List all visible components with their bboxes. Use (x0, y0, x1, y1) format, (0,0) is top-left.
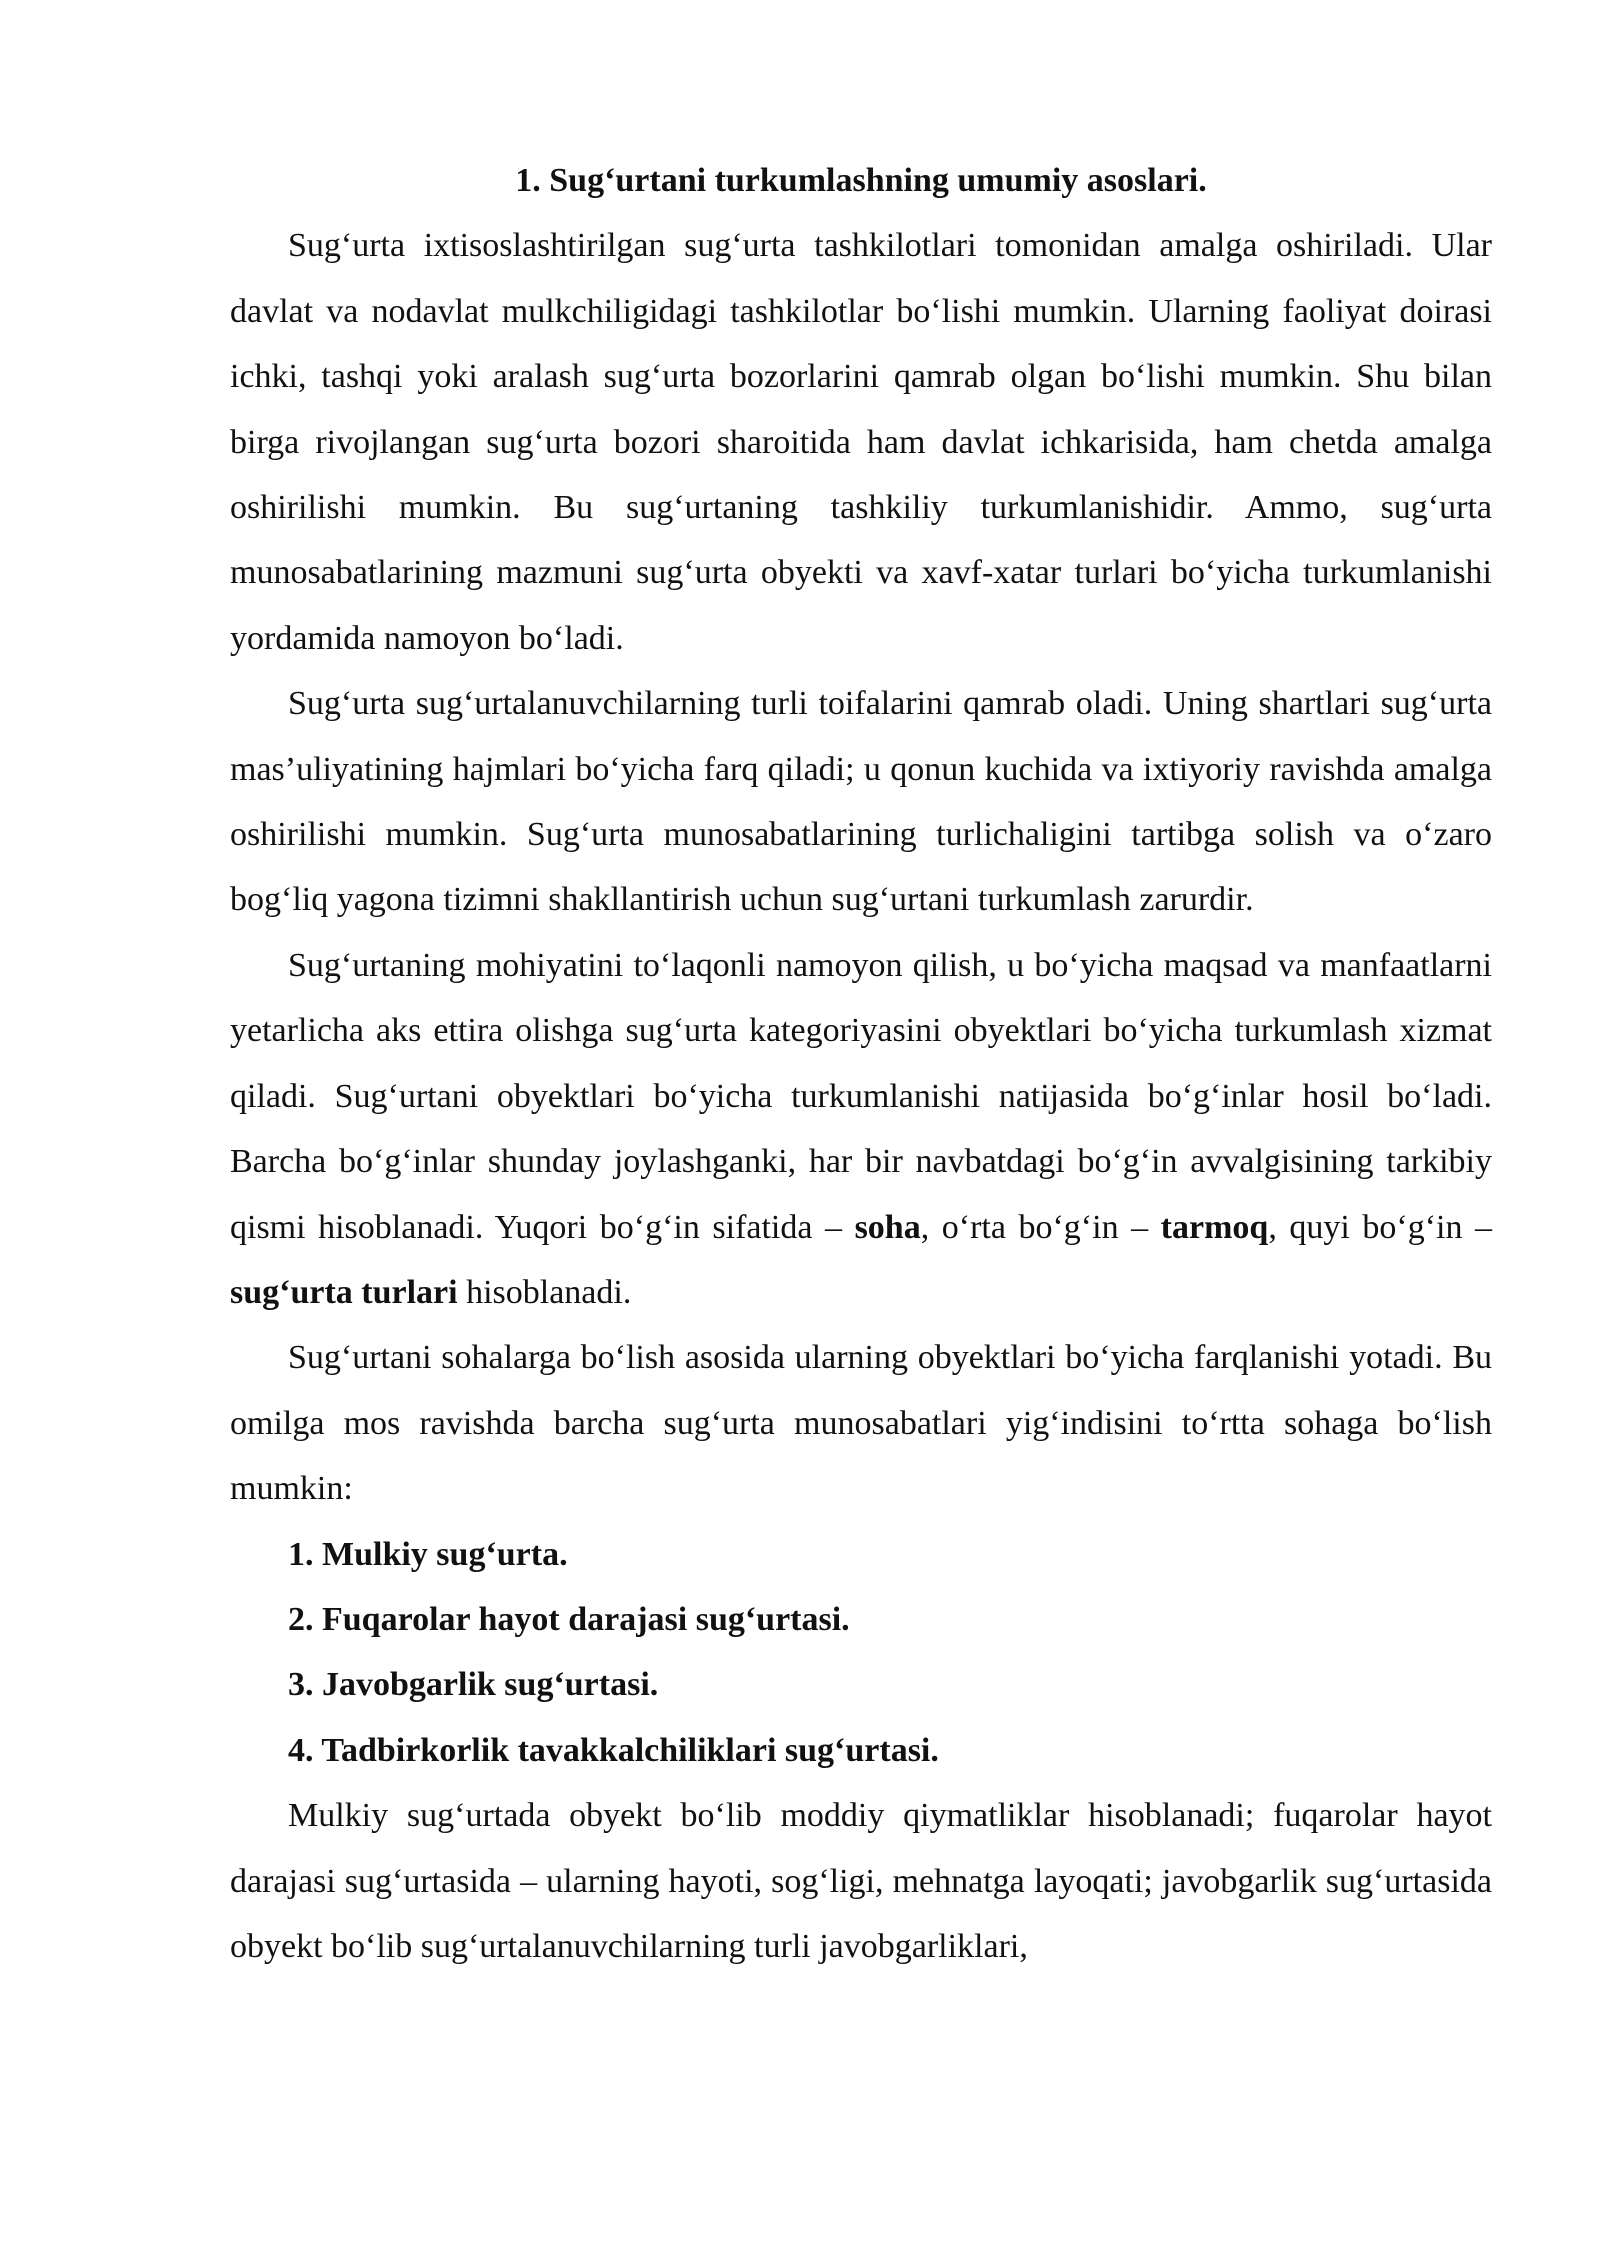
paragraph-5: Mulkiy sug‘urtada obyekt bo‘lib moddiy qiymatliklar hisoblanadi; fuqarolar hayot darajasi sug‘urtasida – ularning hayoti, sog‘ligi, mehnatga layoqati; javobgarlik sug‘urtasida obyekt bo‘lib sug‘urtalanuvchilarning turli javobgarliklari, (230, 1797, 1492, 1965)
list-item: 4. Tadbirkorlik tavakkalchiliklari sug‘urtasi. (288, 1731, 939, 1769)
term-tarmoq: tarmoq (1160, 1208, 1269, 1246)
list-item: 3. Javobgarlik sug‘urtasi. (288, 1666, 659, 1704)
list-item: 1. Mulkiy sug‘urta. (288, 1535, 568, 1573)
paragraph-4: Sug‘urtani sohalarga bo‘lish asosida ularning obyektlari bo‘yicha farqlanishi yotadi. Bu omilga mos ravishda barcha sug‘urta munosabatlari yig‘indisini to‘rtta sohaga bo‘lish mumkin: (230, 1339, 1492, 1508)
term-sugurta-turlari: sug‘urta turlari (230, 1273, 458, 1311)
insurance-spheres-list (230, 1522, 1492, 1784)
term-soha: soha (854, 1208, 921, 1246)
paragraph-3-text-2: , o‘rta bo‘g‘in – (920, 1208, 1161, 1246)
paragraph-3-text-4: hisoblanadi. (457, 1273, 632, 1311)
list-item: 2. Fuqarolar hayot darajasi sug‘urtasi. (288, 1600, 850, 1638)
page-content (230, 148, 1492, 1979)
paragraph-3-text-1: Sug‘urtaning mohiyatini to‘laqonli namoyon qilish, u bo‘yicha maqsad va manfaatlarni yetarlicha aks ettira olishga sug‘urta kategoriyasini obyektlari bo‘yicha turkumlash xizmat qiladi. Sug‘urtani obyektlari bo‘yicha turkumlanishi natijasida bo‘g‘inlar hosil bo‘ladi. Barcha bo‘g‘inlar shunday joylashganki, har bir navbatdagi bo‘g‘in avvalgisining tarkibiy qismi hisoblanadi. Yuqori bo‘g‘in sifatida – (230, 946, 1492, 1246)
paragraph-2: Sug‘urta sug‘urtalanuvchilarning turli toifalarini qamrab oladi. Uning shartlari sug‘urta mas’uliyatining hajmlari bo‘yicha farq qiladi; u qonun kuchida va ixtiyoriy ravishda amalga oshirilishi mumkin. Sug‘urta munosabatlarining turlichaligini tartibga solish va o‘zaro bog‘liq yagona tizimni shakllantirish uchun sug‘urtani turkumlash zarurdir. (230, 685, 1492, 919)
paragraph-3 (230, 933, 1492, 1325)
paragraph-3-text-3: , quyi bo‘g‘in – (1268, 1208, 1493, 1246)
section-title: 1. Sug‘urtani turkumlashning umumiy asoslari. (515, 162, 1207, 199)
paragraph-1: Sug‘urta ixtisoslashtirilgan sug‘urta tashkilotlari tomonidan amalga oshiriladi. Ular davlat va nodavlat mulkchiligidagi tashkilotlar bo‘lishi mumkin. Ularning faoliyat doirasi ichki, tashqi yoki aralash sug‘urta bozorlarini qamrab olgan bo‘lishi mumkin. Shu bilan birga rivojlangan sug‘urta bozori sharoitida ham davlat ichkarisida, ham chetda amalga oshirilishi mumkin. Bu sug‘urtaning tashkiliy turkumlanishidir. Ammo, sug‘urta munosabatlarining mazmuni sug‘urta obyekti va xavf-xatar turlari bo‘yicha turkumlanishi yordamida namoyon bo‘ladi. (230, 227, 1492, 657)
